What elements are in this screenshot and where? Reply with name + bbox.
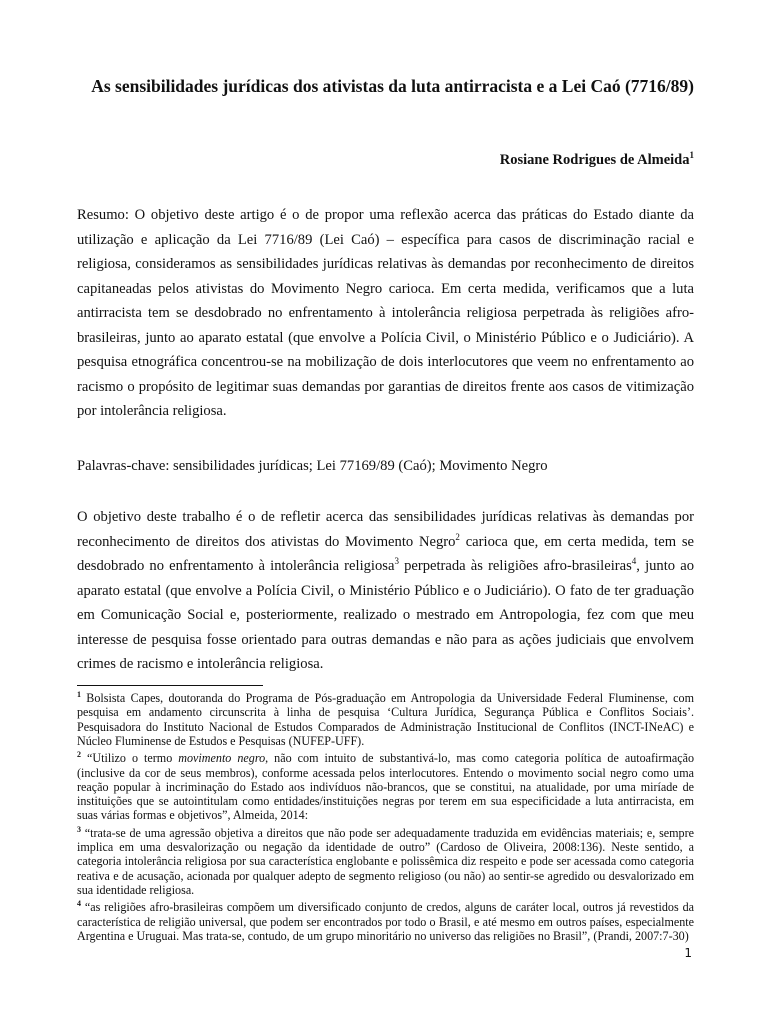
intro-text-2: carioca que, em certa medida, tem se desdobrado no enfrentamento à intolerância religiosa [77, 533, 694, 574]
footnote-emphasis: movimento negro [178, 751, 266, 766]
paper-title: As sensibilidades jurídicas dos ativistas da luta antirracista e a Lei Caó (7716/89) [91, 76, 694, 96]
footnote-3 [77, 823, 694, 898]
footnote-text: “as religiões afro-brasileiras compõem um diversificado conjunto de credos, alguns de caráter local, outros já revestidos da característica de religião universal, que podem ser encontrados por todo o Brasil, e até mesmo em outros países, especialmente Argentina e Uruguai. Mas trata-se, contudo, de um grupo minoritário no universo das religiões no Brasil”, (Prandi, 2007:7-30) [77, 900, 694, 943]
footnote-separator [77, 685, 263, 686]
footnote-number: 2 [77, 750, 81, 760]
author-name: Rosiane Rodrigues de Almeida [499, 151, 690, 168]
intro-text-4: , junto ao aparato estatal (que envolve a Polícia Civil, o Ministério Público e o Judiciário). O fato de ter graduação em Comunicação Social e, posteriormente, realizado o mestrado em Antropologia, fez com que meu interesse de pesquisa fosse orientado para outras demandas e não para as ações judiciais que envolvem crimes de racismo e intolerância religiosa. [77, 558, 694, 672]
intro-text-1: O objetivo deste trabalho é o de refletir acerca das sensibilidades jurídicas relativas às demandas por reconhecimento de direitos dos ativistas do Movimento Negro [77, 509, 694, 550]
footnote-4 [77, 897, 694, 943]
intro-text-3: perpetrada às religiões afro-brasileiras [398, 558, 632, 574]
footnote-text: “trata-se de uma agressão objetiva a direitos que não pode ser adequadamente traduzida em evidências materiais; e, sempre implica em uma desvalorização ou negação da identidade de outro” (Cardoso de Oliveira, 2008:136). Neste sentido, a categoria intolerância religiosa por sua característica englobante e polissêmica diz respeito e pode ser acessada como categoria reativa e de acusação, acionada por qualquer adepto de segmento religioso (ou não) ao sentir-se agredido ou desvalorizado em sua identidade religiosa. [77, 825, 694, 897]
footnote-ref-2[interactable]: 2 [455, 531, 460, 542]
footnote-text: Bolsista Capes, doutoranda do Programa de Pós-graduação em Antropologia da Universidade Federal Fluminense, com pesquisa em andamento circunscrita à linha de pesquisa ‘Cultura Jurídica, Segurança Pública e Conflitos Sociais’. Pesquisadora do Instituto Nacional de Estudos Comparados de Administração Institucional de Conflitos (INCT-INeAC) e Núcleo Fluminense de Estudos e Pesquisas (NUFEP-UFF). [77, 691, 694, 748]
footnotes [77, 688, 694, 943]
author-line [500, 150, 694, 169]
intro-paragraph [77, 505, 694, 677]
footnote-number: 3 [77, 824, 81, 834]
footnote-number: 1 [77, 690, 81, 699]
page-number: 1 [684, 946, 692, 960]
footnote-text-pre: “Utilizo o termo [81, 751, 179, 766]
author-footnote-ref[interactable]: 1 [689, 150, 694, 160]
footnote-2 [77, 748, 694, 823]
keywords-line: Palavras-chave: sensibilidades jurídicas; Lei 77169/89 (Caó); Movimento Negro [77, 458, 548, 474]
footnote-1 [77, 688, 694, 748]
footnote-ref-4[interactable]: 4 [631, 556, 637, 567]
footnote-number: 4 [77, 899, 81, 909]
footnote-ref-3[interactable]: 3 [394, 556, 399, 567]
footnote-text: , não com intuito de substantivá-lo, mas como categoria política de autoafirmação (inclusive da cor de seus membros), conforme acessada pelos interlocutores. Entendo o movimento social negro como uma reação popular à incriminação do Estado aos indivíduos não-brancos, que se constitui, na atualidade, por uma miríade de instituições que se autointitulam como entidades/instituições negras por terem em sua especificidade a luta antirracista, em suas várias formas e objetivos”, Almeida, 2014: [77, 751, 694, 823]
abstract-paragraph: Resumo: O objetivo deste artigo é o de propor uma reflexão acerca das práticas do Estado diante da utilização e aplicação da Lei 7716/89 (Lei Caó) – específica para casos de discriminação racial e religiosa, consideramos as sensibilidades jurídicas relativas às demandas por reconhecimento de direitos capitaneadas pelos ativistas do Movimento Negro carioca. Em certa medida, verificamos que a luta antirracista tem se desdobrado no enfrentamento à intolerância religiosa perpetrada às religiões afro-brasileiras, junto ao aparato estatal (que envolve a Polícia Civil, o Ministério Público e o Judiciário). A pesquisa etnográfica concentrou-se na mobilização de dois interlocutores que veem no enfrentamento ao racismo o propósito de legitimar suas demandas por garantias de direitos frente aos casos de vitimização por intolerância religiosa. [77, 207, 694, 419]
